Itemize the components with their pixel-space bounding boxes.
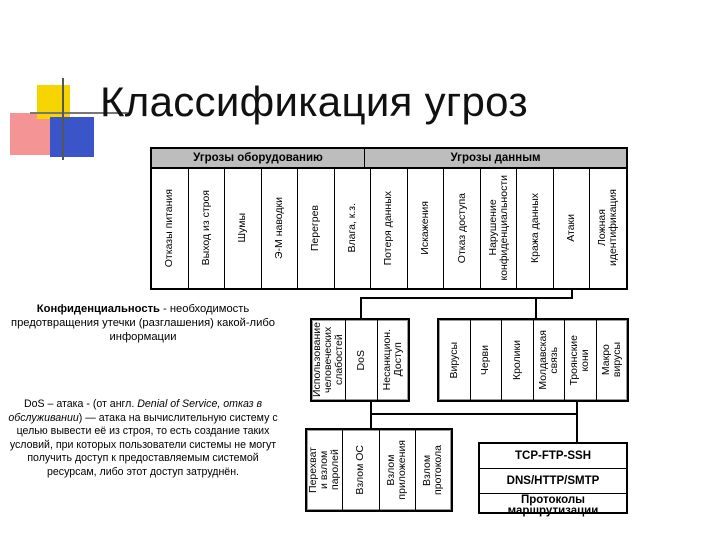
cell-label: Взлом протокола	[421, 445, 445, 495]
cell-label: Ложная идентификация	[596, 189, 620, 267]
cell-label: Искажения	[418, 201, 431, 255]
mid-left-cells-cell	[346, 320, 378, 400]
top-cells-cell	[517, 168, 554, 288]
confidentiality-definition	[8, 302, 278, 344]
cell-label: Отказы питания	[163, 188, 176, 268]
cell-label: Кража данных	[528, 193, 541, 263]
mid-right-cells-cell	[439, 320, 471, 400]
dos-rest: ) — атака на вычислительную систему с целью вывести её из строя, то есть создание таких условий, при которых пользователи системы не могут получить доступ к предоставляемым системой ресурсам, либо этот доступ затруднён.	[9, 411, 278, 478]
mid-left-table	[310, 318, 410, 402]
header-hardware-threats: Угрозы оборудованию	[152, 149, 365, 167]
top-threat-table	[150, 168, 628, 290]
slide-title: Классификация угроз	[100, 78, 528, 125]
cell-label: Выход из строя	[199, 190, 212, 266]
cell-label: Макро вирусы	[599, 342, 623, 378]
cell-label: Черви	[479, 344, 492, 376]
top-cells-cell	[152, 168, 189, 288]
mid-right-cells-cell	[597, 320, 628, 400]
cell-label: Влага, к.з.	[345, 203, 358, 253]
mid-right-cells-cell	[534, 320, 566, 400]
mid-left-cells-cell	[378, 320, 409, 400]
connector	[360, 297, 362, 318]
top-cells-cell	[189, 168, 226, 288]
bot-left-cells-cell	[343, 430, 379, 510]
bot-left-cells-cell	[380, 430, 416, 510]
cell-label: Взлом приложения	[385, 440, 409, 500]
protocol-row: Протоколы маршрутизации	[507, 494, 599, 517]
dos-italic: Denial of Service, отказ в обслуживании	[8, 398, 263, 424]
connector	[370, 413, 578, 415]
cell-label: Несанкцион. Доступ	[380, 329, 404, 391]
top-header	[150, 147, 628, 169]
header-data-threats: Угрозы данным	[450, 152, 541, 164]
cell-label: Использование человеческих слабостей	[311, 322, 345, 398]
top-cells-cell	[225, 168, 262, 288]
mid-right-table	[437, 318, 629, 402]
top-cells-cell	[262, 168, 299, 288]
top-cells-cell	[298, 168, 335, 288]
cell-label: Перехват и взлом паролей	[307, 447, 342, 493]
cell-label: DoS	[354, 349, 367, 371]
protocol-row: DNS/HTTP/SMTP	[480, 469, 626, 494]
top-cells-cell	[335, 168, 372, 288]
confidentiality-text: - необходимость предотвращения утечки (разглашения) какой-либо информации	[11, 303, 275, 343]
cell-label: Перегрев	[309, 204, 322, 252]
top-cells-cell	[554, 168, 591, 288]
cell-label: Шумы	[236, 213, 249, 243]
mid-right-cells-cell	[502, 320, 534, 400]
top-cells-cell	[481, 168, 518, 288]
bot-left-cells-cell	[416, 430, 451, 510]
connector	[535, 297, 537, 318]
cell-label: Э-М наводки	[272, 196, 285, 259]
cell-label: Атаки	[565, 214, 578, 242]
cell-label: Отказ доступа	[455, 192, 468, 264]
protocol-row: TCP-FTP-SSH	[480, 444, 626, 469]
decor-vertical-line	[62, 78, 64, 160]
cell-label: Вирусы	[447, 341, 460, 379]
dos-definition	[5, 398, 281, 480]
cell-label: Взлом ОС	[354, 445, 367, 495]
cell-label: Потеря данных	[382, 190, 395, 266]
dos-lead: DoS – атака - (от англ.	[23, 398, 138, 410]
top-cells-cell	[590, 168, 626, 288]
bot-left-cells-cell	[307, 430, 343, 510]
mid-right-cells-cell	[565, 320, 597, 400]
cell-label: Нарушение конфиденциальности	[486, 175, 510, 281]
bottom-left-table	[305, 428, 453, 512]
top-cells-cell	[371, 168, 408, 288]
top-cells-cell	[444, 168, 481, 288]
top-cells-cell	[408, 168, 445, 288]
mid-right-cells-cell	[471, 320, 503, 400]
bottom-right-table	[478, 442, 628, 517]
decor-blue-square	[50, 117, 94, 157]
mid-left-cells-cell	[312, 320, 346, 400]
cell-label: Молдавская связь	[536, 330, 560, 390]
connector	[370, 413, 372, 428]
connector	[360, 297, 573, 299]
confidentiality-term: Конфиденциальность	[36, 303, 160, 315]
cell-label: Кролики	[510, 339, 523, 381]
cell-label: Троянские кони	[568, 334, 592, 386]
connector	[576, 402, 578, 442]
decor-red-square	[10, 113, 54, 155]
